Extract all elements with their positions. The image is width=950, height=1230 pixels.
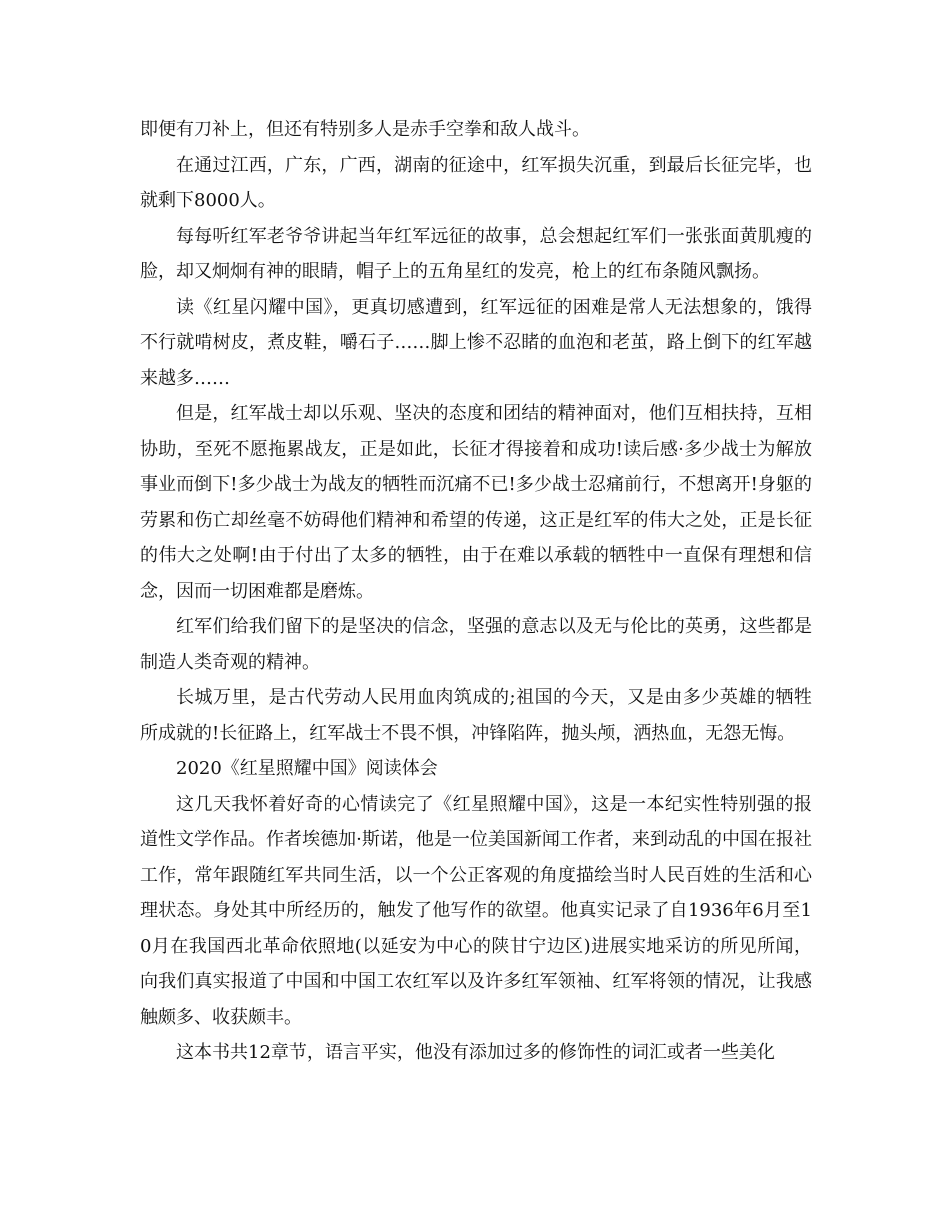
paragraph-5: 但是，红军战士却以乐观、坚决的态度和团结的精神面对，他们互相扶持，互相协助，至死不愿拖累战友，正是如此，长征才得接着和成功!读后感·多少战士为解放事业而倒下!多少战士为战友的牺牲而沉痛不已!多少战士忍痛前行，不想离开!身躯的劳累和伤亡却丝毫不妨碍他们精神和希望的传递，这正是红军的伟大之处，正是长征的伟大之处啊!由于付出了太多的牺牲，由于在难以承载的牺牲中一直保有理想和信念，因而一切困难都是磨炼。 bbox=[140, 403, 812, 602]
paragraph-2: 在通过江西，广东，广西，湖南的征途中，红军损失沉重，到最后长征完毕，也就剩下8000人。 bbox=[140, 154, 812, 211]
paragraph-4: 读《红星闪耀中国》，更真切感遭到，红军远征的困难是常人无法想象的，饿得不行就啃树皮，煮皮鞋，嚼石子……脚上惨不忍睹的血泡和老茧，路上倒下的红军越来越多…… bbox=[140, 296, 812, 389]
document-body bbox=[140, 112, 812, 1071]
paragraph-10: 这本书共12章节，语言平实，他没有添加过多的修饰性的词汇或者一些美化 bbox=[176, 1042, 775, 1063]
paragraph-9: 这几天我怀着好奇的心情读完了《红星照耀中国》，这是一本纪实性特别强的报道性文学作品。作者埃德加·斯诺，他是一位美国新闻工作者，来到动乱的中国在报社工作，常年跟随红军共同生活，以一个公正客观的角度描绘当时人民百姓的生活和心理状态。身处其中所经历的，触发了他写作的欲望。他真实记录了自1936年6月至10月在我国西北革命依照地(以延安为中心的陕甘宁边区)进展实地采访的所见所闻，向我们真实报道了中国和中国工农红军以及许多红军领袖、红军将领的情况，让我感触颇多、收获颇丰。 bbox=[140, 793, 812, 1028]
section-heading: 2020《红星照耀中国》阅读体会 bbox=[176, 758, 438, 779]
paragraph-6: 红军们给我们留下的是坚决的信念，坚强的意志以及无与伦比的英勇，这些都是制造人类奇观的精神。 bbox=[140, 616, 812, 673]
paragraph-3: 每每听红军老爷爷讲起当年红军远征的故事，总会想起红军们一张张面黄肌瘦的脸，却又炯炯有神的眼睛，帽子上的五角星红的发亮，枪上的红布条随风飘扬。 bbox=[140, 225, 812, 282]
paragraph-1: 即便有刀补上，但还有特别多人是赤手空拳和敌人战斗。 bbox=[140, 119, 590, 140]
paragraph-7: 长城万里，是古代劳动人民用血肉筑成的;祖国的今天，又是由多少英雄的牺牲所成就的!长征路上，红军战士不畏不惧，冲锋陷阵，抛头颅，洒热血，无怨无悔。 bbox=[140, 687, 812, 744]
